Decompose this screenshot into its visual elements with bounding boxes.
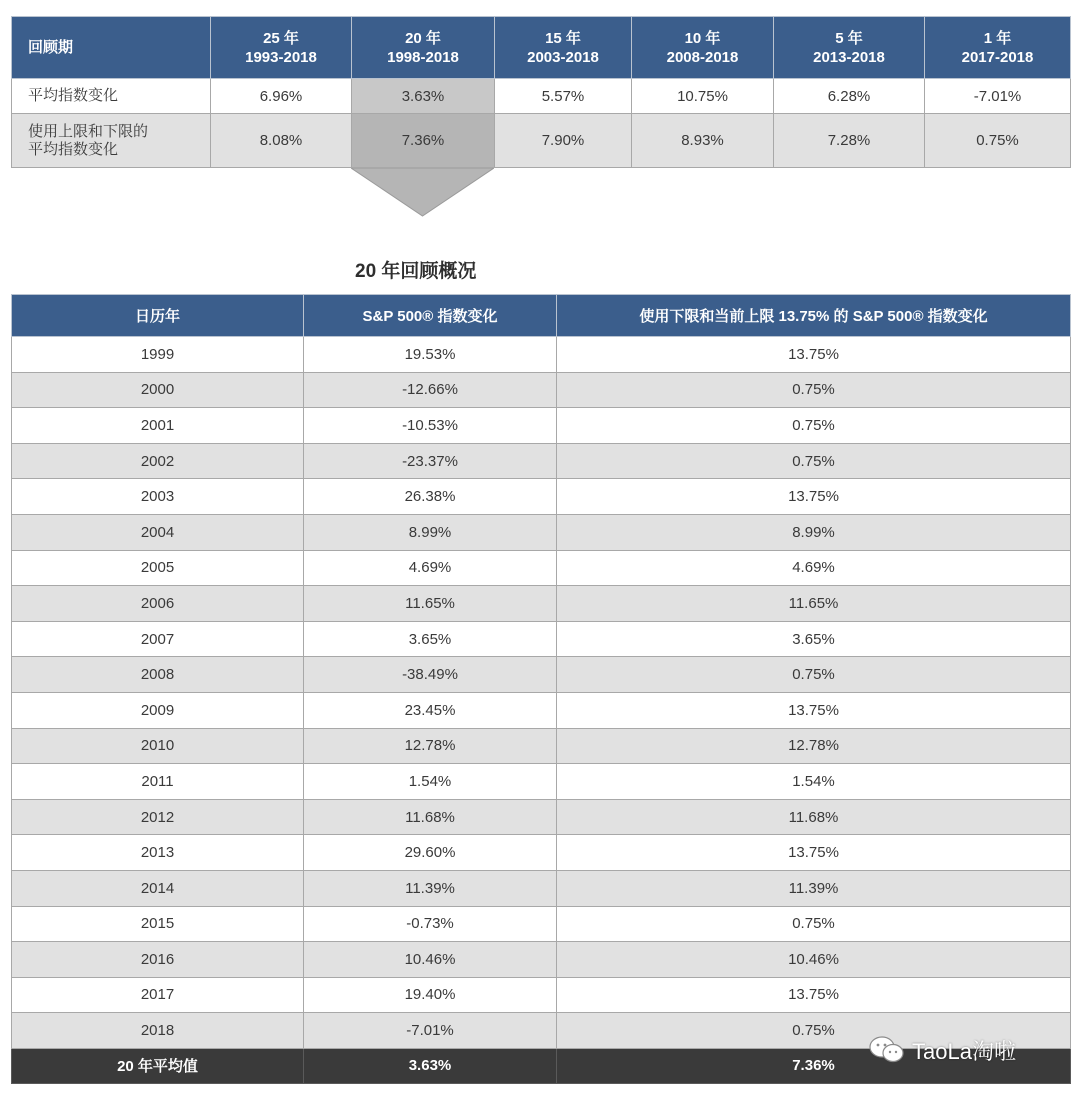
index-change-cell: 23.45% — [304, 692, 557, 728]
index-change-cell: -38.49% — [304, 657, 557, 693]
table-row — [12, 550, 1071, 586]
index-change-cell: -23.37% — [304, 443, 557, 479]
table-cell: 10.75% — [632, 79, 774, 114]
table-row — [12, 79, 1071, 114]
index-change-cell: 1.54% — [304, 764, 557, 800]
year-cell: 2014 — [12, 870, 304, 906]
capped-change-cell: 11.39% — [557, 870, 1071, 906]
capped-change-cell: 10.46% — [557, 942, 1071, 978]
year-cell: 2016 — [12, 942, 304, 978]
table-row — [12, 799, 1071, 835]
year-cell: 2003 — [12, 479, 304, 515]
year-cell: 2009 — [12, 692, 304, 728]
year-cell: 2011 — [12, 764, 304, 800]
year-cell: 2001 — [12, 408, 304, 444]
table-cell: 8.08% — [211, 114, 352, 168]
column-header-year: 日历年 — [12, 295, 304, 337]
wechat-icon — [868, 1035, 906, 1065]
capped-change-cell: 13.75% — [557, 977, 1071, 1013]
year-cell: 2008 — [12, 657, 304, 693]
year-cell: 2007 — [12, 621, 304, 657]
capped-change-cell: 0.75% — [557, 408, 1071, 444]
table-cell-highlighted: 7.36% — [352, 114, 495, 168]
year-cell: 2004 — [12, 514, 304, 550]
year-cell: 2017 — [12, 977, 304, 1013]
index-change-cell: 26.38% — [304, 479, 557, 515]
year-cell: 2013 — [12, 835, 304, 871]
capped-change-cell: 13.75% — [557, 337, 1071, 373]
period-header-20y: 20 年 1998-2018 — [352, 17, 495, 79]
table-cell: 7.28% — [774, 114, 925, 168]
period-header-10y: 10 年 2008-2018 — [632, 17, 774, 79]
table-row — [12, 942, 1071, 978]
capped-change-cell: 0.75% — [557, 1013, 1071, 1049]
table-row — [12, 586, 1071, 622]
capped-change-cell: 13.75% — [557, 479, 1071, 515]
table-row — [12, 835, 1071, 871]
row-label: 使用上限和下限的 平均指数变化 — [12, 114, 211, 168]
capped-change-cell: 1.54% — [557, 764, 1071, 800]
down-arrow-icon — [351, 168, 494, 218]
index-change-cell: 4.69% — [304, 550, 557, 586]
index-change-cell: 19.53% — [304, 337, 557, 373]
index-change-cell: 8.99% — [304, 514, 557, 550]
capped-change-cell: 0.75% — [557, 372, 1071, 408]
table-row — [12, 443, 1071, 479]
capped-change-cell: 0.75% — [557, 906, 1071, 942]
table-cell: 0.75% — [925, 114, 1071, 168]
index-change-cell: -10.53% — [304, 408, 557, 444]
table-row — [12, 114, 1071, 168]
watermark — [868, 1034, 1016, 1066]
table-cell: 7.90% — [495, 114, 632, 168]
capped-change-cell: 0.75% — [557, 657, 1071, 693]
table-cell: 8.93% — [632, 114, 774, 168]
table-row — [12, 372, 1071, 408]
year-cell: 2015 — [12, 906, 304, 942]
table-row — [12, 621, 1071, 657]
column-header-index-change: S&P 500® 指数变化 — [304, 295, 557, 337]
year-cell: 2018 — [12, 1013, 304, 1049]
table-row — [12, 479, 1071, 515]
table-row — [12, 692, 1071, 728]
table-cell: -7.01% — [925, 79, 1071, 114]
period-header-1y: 1 年 2017-2018 — [925, 17, 1071, 79]
index-change-cell: -7.01% — [304, 1013, 557, 1049]
section-title: 20 年回顾概况 — [355, 261, 477, 282]
index-change-cell: -12.66% — [304, 372, 557, 408]
lookback-header-label: 回顾期 — [12, 17, 211, 79]
lookback-table — [11, 16, 1071, 168]
row-label: 平均指数变化 — [12, 79, 211, 114]
index-change-cell: 11.68% — [304, 799, 557, 835]
table-row — [12, 764, 1071, 800]
table-row — [12, 728, 1071, 764]
period-header-15y: 15 年 2003-2018 — [495, 17, 632, 79]
table-cell: 5.57% — [495, 79, 632, 114]
table-cell: 6.28% — [774, 79, 925, 114]
table-row — [12, 870, 1071, 906]
capped-change-cell: 11.65% — [557, 586, 1071, 622]
year-cell: 2005 — [12, 550, 304, 586]
capped-change-cell: 13.75% — [557, 835, 1071, 871]
index-change-cell: 3.65% — [304, 621, 557, 657]
index-change-cell: 12.78% — [304, 728, 557, 764]
year-cell: 2012 — [12, 799, 304, 835]
year-cell: 2002 — [12, 443, 304, 479]
table-row — [12, 408, 1071, 444]
table-cell-highlighted: 3.63% — [352, 79, 495, 114]
capped-change-cell: 0.75% — [557, 443, 1071, 479]
table-row — [12, 657, 1071, 693]
table-row — [12, 906, 1071, 942]
table-row — [12, 514, 1071, 550]
index-change-cell: 10.46% — [304, 942, 557, 978]
index-change-cell: 11.65% — [304, 586, 557, 622]
total-index-change: 3.63% — [304, 1048, 557, 1083]
capped-change-cell: 11.68% — [557, 799, 1071, 835]
total-label: 20 年平均值 — [12, 1048, 304, 1083]
table-cell: 6.96% — [211, 79, 352, 114]
capped-change-cell: 12.78% — [557, 728, 1071, 764]
period-header-5y: 5 年 2013-2018 — [774, 17, 925, 79]
year-cell: 2000 — [12, 372, 304, 408]
period-header-25y: 25 年 1993-2018 — [211, 17, 352, 79]
table-row — [12, 977, 1071, 1013]
capped-change-cell: 13.75% — [557, 692, 1071, 728]
index-change-cell: 19.40% — [304, 977, 557, 1013]
annual-returns-table — [11, 294, 1071, 1084]
year-cell: 1999 — [12, 337, 304, 373]
year-cell: 2006 — [12, 586, 304, 622]
index-change-cell: 29.60% — [304, 835, 557, 871]
column-header-capped-change: 使用下限和当前上限 13.75% 的 S&P 500® 指数变化 — [557, 295, 1071, 337]
total-capped-change: 7.36% — [557, 1048, 1071, 1083]
table-row — [12, 337, 1071, 373]
year-cell: 2010 — [12, 728, 304, 764]
index-change-cell: 11.39% — [304, 870, 557, 906]
capped-change-cell: 3.65% — [557, 621, 1071, 657]
index-change-cell: -0.73% — [304, 906, 557, 942]
capped-change-cell: 8.99% — [557, 514, 1071, 550]
capped-change-cell: 4.69% — [557, 550, 1071, 586]
watermark-text: TaoLa淘啦 — [912, 1038, 1016, 1064]
